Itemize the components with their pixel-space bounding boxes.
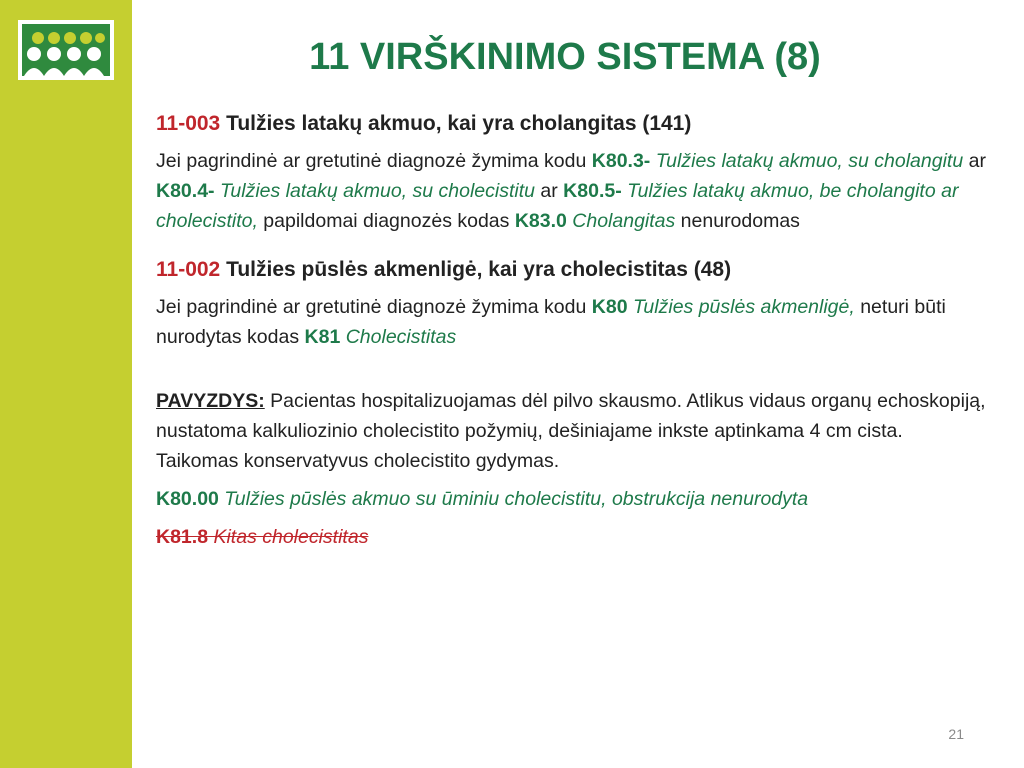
diagnosis-name: Tulžies latakų akmuo, be cholangito ar cholecistito, xyxy=(156,180,959,232)
diagnosis-name: Cholangitas xyxy=(566,210,676,232)
example-correct-code xyxy=(156,484,986,514)
section2-code: 11-002 xyxy=(156,258,221,281)
diagnosis-name: Tulžies latakų akmuo, su cholangitu xyxy=(650,150,964,172)
diagnosis-code: K80.5- xyxy=(563,180,622,202)
text: Jei pagrindinė ar gretutinė diagnozė žymima kodu xyxy=(156,150,592,172)
slide-title: 11 VIRŠKINIMO SISTEMA (8) xyxy=(309,36,821,78)
diagnosis-name: Tulžies pūslės akmenligė, xyxy=(627,296,855,318)
example-paragraph xyxy=(156,386,986,476)
section1-heading xyxy=(156,110,986,138)
section2-title: Tulžies pūslės akmenligė, kai yra cholecistitas (48) xyxy=(220,258,732,281)
text: ar xyxy=(963,150,986,172)
diagnosis-code: K80 xyxy=(591,296,628,318)
diagnosis-name: Kitas cholecistitas xyxy=(208,526,369,548)
diagnosis-name: Tulžies pūslės akmuo su ūminiu cholecistitu, obstrukcija nenurodyta xyxy=(218,488,809,510)
logo-people-icon xyxy=(18,20,114,80)
example-label: PAVYZDYS: xyxy=(156,390,265,412)
section2-paragraph xyxy=(156,292,986,352)
text: papildomai diagnozės kodas xyxy=(257,210,515,232)
diagnosis-code: K80.00 xyxy=(156,488,219,510)
diagnosis-name: Tulžies latakų akmuo, su cholecistitu xyxy=(214,180,535,202)
diagnosis-code: K81.8 xyxy=(156,526,209,548)
diagnosis-code: K83.0 xyxy=(514,210,567,232)
diagnosis-name: Cholecistitas xyxy=(340,326,457,348)
text: neturi būti nurodytas kodas xyxy=(156,296,946,348)
section1-paragraph xyxy=(156,146,986,236)
sidebar-band xyxy=(0,0,132,768)
diagnosis-code: K80.4- xyxy=(156,180,215,202)
section1-title: Tulžies latakų akmuo, kai yra cholangitas (141) xyxy=(220,112,692,135)
diagnosis-code: K81 xyxy=(304,326,341,348)
diagnosis-code: K80.3- xyxy=(591,150,651,172)
text: ar xyxy=(534,180,564,202)
example-text: Pacientas hospitalizuojamas dėl pilvo skausmo. Atlikus vidaus organų echoskopiją, nustatoma kalkuliozinio cholecistito požymių, dešiniajame inkste aptinkama 4 cm cista. Taikomas konservatyvus cholecistito gydymas. xyxy=(156,390,986,472)
example-struck-code xyxy=(156,522,986,552)
slide-content xyxy=(156,110,986,552)
text: nenurodomas xyxy=(675,210,800,232)
text: Jei pagrindinė ar gretutinė diagnozė žymima kodu xyxy=(156,296,592,318)
page-number: 21 xyxy=(948,726,964,742)
section2-heading xyxy=(156,256,986,284)
section1-code: 11-003 xyxy=(156,112,221,135)
